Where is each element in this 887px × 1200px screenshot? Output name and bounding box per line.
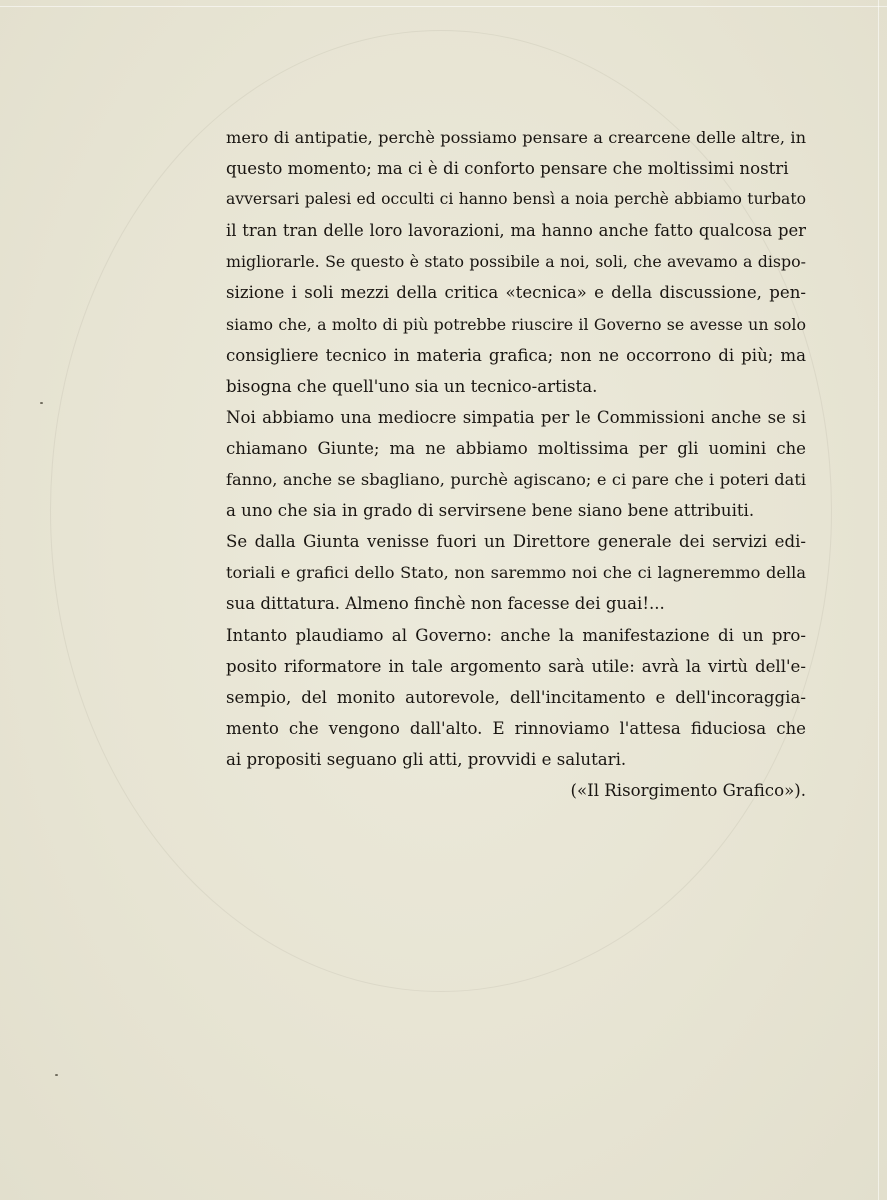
text-line: a uno che sia in grado di servirsene bene siano bene attribuiti. <box>226 501 755 521</box>
text-line: sua dittatura. Almeno finchè non facesse dei guai!... <box>226 594 665 614</box>
text-line: siamo che, a molto di più potrebbe riuscire il Governo se avesse un solo <box>226 314 806 334</box>
text-line: fanno, anche se sbagliano, purchè agiscano; e ci pare che i poteri dati <box>226 470 806 490</box>
text-line: sizione i soli mezzi della critica «tecnica» e della discussione, pen- <box>226 283 806 303</box>
text-line: toriali e grafici dello Stato, non saremmo noi che ci lagneremmo della <box>226 563 806 583</box>
text-line: avversari palesi ed occulti ci hanno bensì a noia perchè abbiamo turbato <box>226 190 806 209</box>
text-line: ai propositi seguano gli atti, provvidi e salutari. <box>226 749 627 769</box>
text-line: bisogna che quell'uno sia un tecnico-artista. <box>226 376 598 396</box>
text-line: chiamano Giunte; ma ne abbiamo moltissima per gli uomini che <box>226 438 806 458</box>
page-fold-right <box>878 0 879 1200</box>
paper-speck <box>55 1074 58 1076</box>
paper-speck <box>40 402 43 404</box>
text-line: questo momento; ma ci è di conforto pensare che moltissimi nostri <box>226 159 789 179</box>
page-fold-top <box>0 6 887 7</box>
text-line: Se dalla Giunta venisse fuori un Direttore generale dei servizi edi- <box>226 532 806 552</box>
text-line: consigliere tecnico in materia grafica; non ne occorrono di più; ma <box>226 345 806 365</box>
text-line: mero di antipatie, perchè possiamo pensare a crearcene delle altre, in <box>226 128 806 147</box>
text-line: il tran tran delle loro lavorazioni, ma hanno anche fatto qualcosa per <box>226 221 806 241</box>
text-line: mento che vengono dall'alto. E rinnoviamo l'attesa fiduciosa che <box>226 718 806 738</box>
source-attribution: («Il Risorgimento Grafico»). <box>570 780 806 800</box>
text-line: Intanto plaudiamo al Governo: anche la manifestazione di un pro- <box>226 625 806 645</box>
text-line: Noi abbiamo una mediocre simpatia per le Commissioni anche se si <box>226 407 806 427</box>
text-line: sempio, del monito autorevole, dell'incitamento e dell'incoraggia- <box>226 687 806 707</box>
text-line: migliorarle. Se questo è stato possibile a noi, soli, che avevamo a dispo- <box>226 252 806 272</box>
text-line: posito riformatore in tale argomento sarà utile: avrà la virtù dell'e- <box>226 656 806 676</box>
body-text <box>226 122 806 806</box>
